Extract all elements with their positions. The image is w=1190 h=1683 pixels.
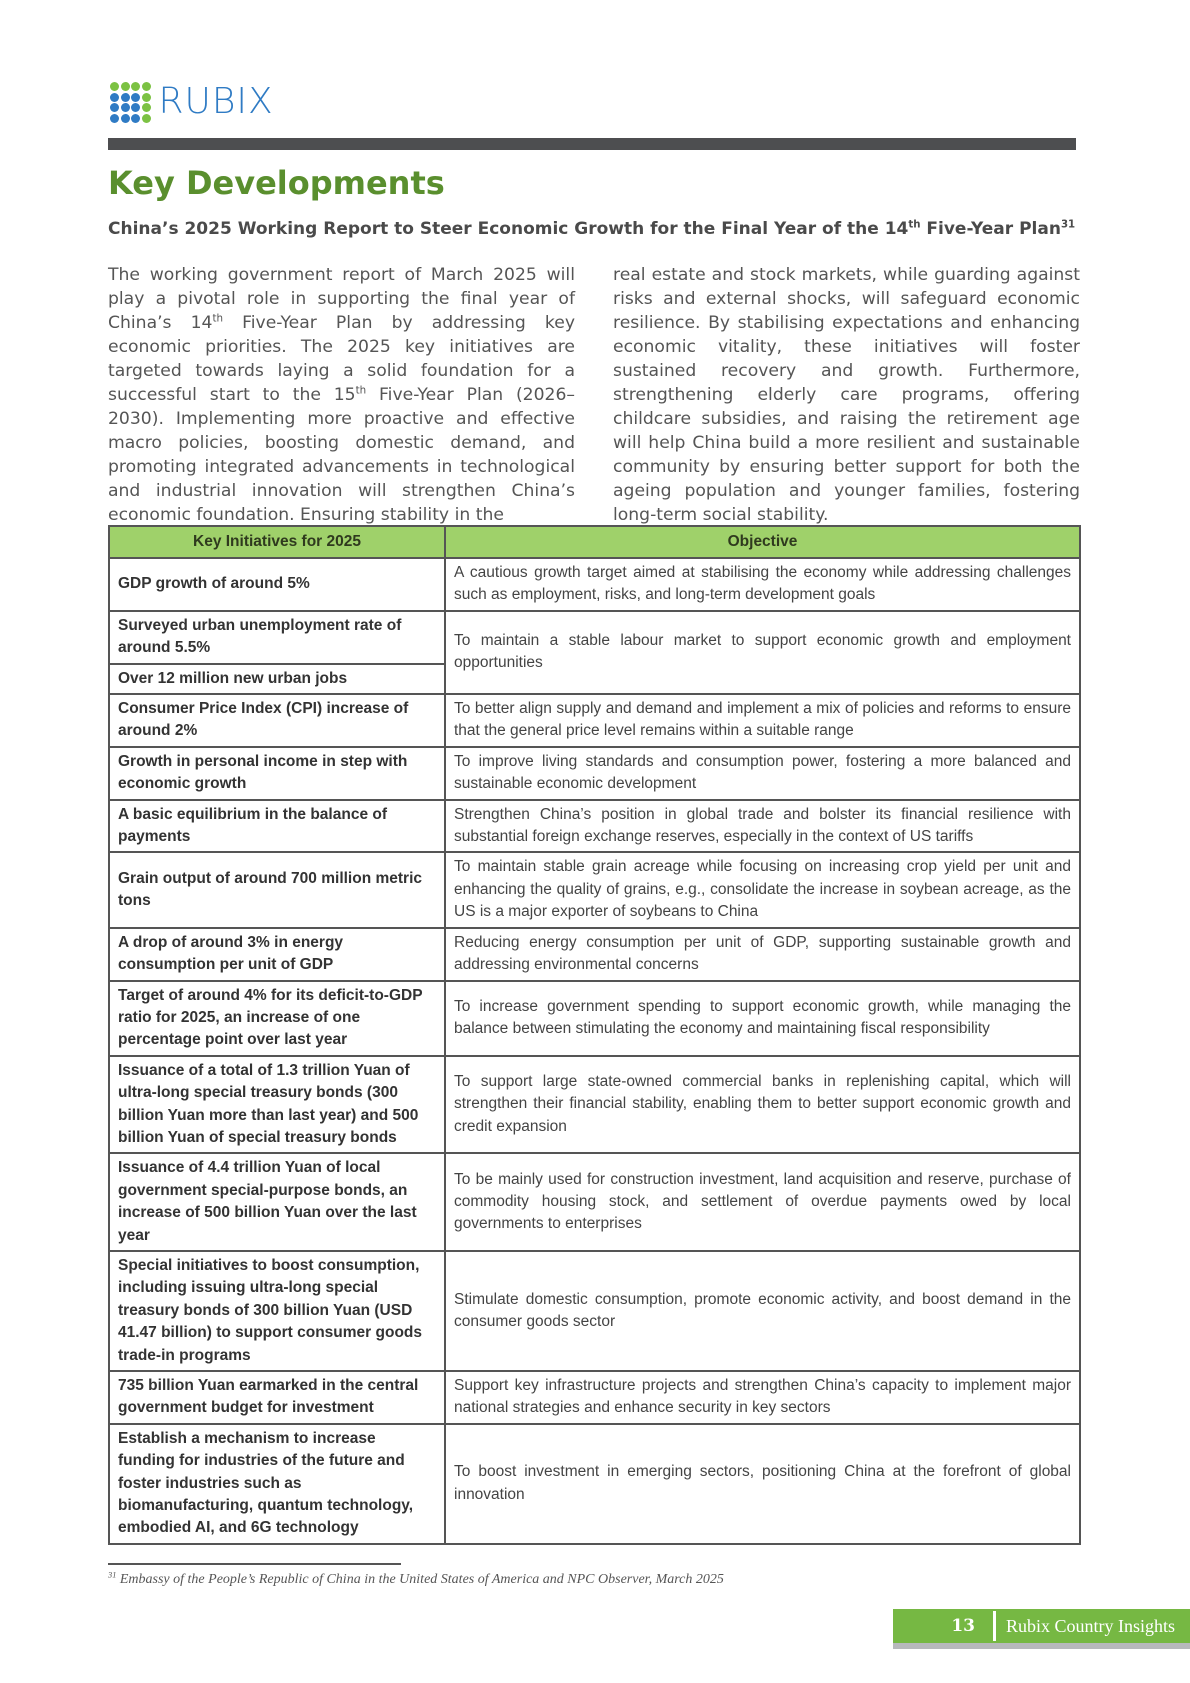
page-footer xyxy=(893,1609,1190,1649)
table-row xyxy=(109,1371,1080,1424)
footnote xyxy=(108,1572,724,1588)
table-row xyxy=(109,747,1080,800)
footnote-text: Embassy of the People’s Republic of China in the United States of America and NPC Observer, March 2025 xyxy=(116,1572,724,1587)
table-row xyxy=(109,1153,1080,1251)
section-title: Key Developments xyxy=(108,164,445,202)
table-row xyxy=(109,981,1080,1056)
table-row xyxy=(109,611,1080,664)
table-row xyxy=(109,1056,1080,1154)
key-initiatives-table xyxy=(108,525,1081,1545)
page-number: 13 xyxy=(951,1616,975,1636)
ordinal: th xyxy=(212,312,224,325)
logo-dot xyxy=(110,103,119,112)
ordinal: th xyxy=(355,384,367,397)
logo-dot xyxy=(121,114,130,123)
initiative-cell: GDP growth of around 5% xyxy=(109,558,445,611)
objective-cell: To maintain a stable labour market to support economic growth and employment opportunities xyxy=(445,611,1080,694)
header-divider xyxy=(108,138,1076,150)
intro-right-column: real estate and stock markets, while guarding against risks and external shocks, will safeguard economic resilience. By stabilising expectations and enhancing economic vitality, these initiatives will foster sustained recovery and growth. Furthermore, strengthening elderly care programs, offering childcare subsidies, and raising the retirement age will help China build a more resilient and sustainable community by ensuring better support for both the ageing population and younger families, fostering long-term social stability. xyxy=(613,265,1080,525)
initiative-cell: A basic equilibrium in the balance of payments xyxy=(109,800,445,853)
column-header-initiatives: Key Initiatives for 2025 xyxy=(109,526,445,558)
logo-dot-grid-icon xyxy=(110,82,151,123)
footnote-reference: 31 xyxy=(1060,219,1076,231)
initiative-cell: Target of around 4% for its deficit-to-GDP ratio for 2025, an increase of one percentage point over last year xyxy=(109,981,445,1056)
objective-cell: To improve living standards and consumption power, fostering a more balanced and sustainable economic development xyxy=(445,747,1080,800)
logo-dot xyxy=(121,93,130,102)
logo-dot xyxy=(121,82,130,91)
objective-cell: A cautious growth target aimed at stabilising the economy while addressing challenges such as employment, risks, and long-term development goals xyxy=(445,558,1080,611)
column-header-objective: Objective xyxy=(445,526,1080,558)
objective-cell: To better align supply and demand and implement a mix of policies and reforms to ensure that the general price level remains within a suitable range xyxy=(445,694,1080,747)
table-row xyxy=(109,800,1080,853)
initiative-cell: 735 billion Yuan earmarked in the central government budget for investment xyxy=(109,1371,445,1424)
objective-cell: Strengthen China’s position in global trade and bolster its financial resilience with substantial foreign exchange reserves, especially in the context of US tariffs xyxy=(445,800,1080,853)
objective-cell: Support key infrastructure projects and strengthen China’s capacity to implement major national strategies and enhance security in key sectors xyxy=(445,1371,1080,1424)
logo-dot xyxy=(142,114,151,123)
initiative-cell: A drop of around 3% in energy consumption per unit of GDP xyxy=(109,928,445,981)
logo-dot xyxy=(131,82,140,91)
initiative-cell: Special initiatives to boost consumption, including issuing ultra-long special treasury bonds of 300 billion Yuan (USD 41.47 billion) to support consumer goods trade-in programs xyxy=(109,1251,445,1371)
initiative-cell: Growth in personal income in step with economic growth xyxy=(109,747,445,800)
footnote-number: 31 xyxy=(108,1570,117,1580)
logo-dot xyxy=(110,93,119,102)
objective-cell: Stimulate domestic consumption, promote economic activity, and boost demand in the consumer goods sector xyxy=(445,1251,1080,1371)
logo-dot xyxy=(131,103,140,112)
brand-name: RUBIX xyxy=(158,81,274,123)
publication-name: Rubix Country Insights xyxy=(1006,1615,1176,1636)
logo-dot xyxy=(142,93,151,102)
table-row xyxy=(109,1424,1080,1544)
intro-text: Five-Year Plan by addressing key economic priorities. The 2025 key initiatives are targeted towards laying a solid foundation for a successful start to the 15 xyxy=(108,313,575,405)
logo-dot xyxy=(142,103,151,112)
logo-dot xyxy=(110,82,119,91)
logo-dot xyxy=(110,114,119,123)
table-row xyxy=(109,928,1080,981)
objective-cell: To maintain stable grain acreage while focusing on increasing crop yield per unit and enhancing the quality of grains, e.g., consolidate the increase in soybean acreage, as the US is a major exporter of soybeans to China xyxy=(445,852,1080,927)
table-header-row xyxy=(109,526,1080,558)
logo-dot xyxy=(142,82,151,91)
rubix-logo xyxy=(110,82,274,123)
table-row xyxy=(109,558,1080,611)
logo-dot xyxy=(131,93,140,102)
objective-cell: To be mainly used for construction investment, land acquisition and reserve, purchase of commodity housing stock, and settlement of overdue payments owed by local governments to enterprises xyxy=(445,1153,1080,1251)
intro-text: Five-Year Plan (2026–2030). Implementing more proactive and effective macro policies, boosting domestic demand, and promoting integrated advancements in technological and industrial innovation will strengthen China’s economic foundation. Ensuring stability in the xyxy=(108,385,576,525)
objective-cell: Reducing energy consumption per unit of GDP, supporting sustainable growth and addressing environmental concerns xyxy=(445,928,1080,981)
footer-separator xyxy=(993,1611,996,1641)
logo-dot xyxy=(131,114,140,123)
table-row xyxy=(109,852,1080,927)
logo-dot xyxy=(121,103,130,112)
initiative-cell: Issuance of 4.4 trillion Yuan of local government special-purpose bonds, an increase of 500 billion Yuan over the last year xyxy=(109,1153,445,1251)
subtitle-text-end: Five-Year Plan xyxy=(920,219,1061,239)
initiative-cell: Surveyed urban unemployment rate of around 5.5% xyxy=(109,611,445,664)
subtitle-text: China’s 2025 Working Report to Steer Economic Growth for the Final Year of the 14 xyxy=(108,219,909,239)
objective-cell: To increase government spending to support economic growth, while managing the balance between stimulating the economy and maintaining fiscal responsibility xyxy=(445,981,1080,1056)
initiative-cell: Grain output of around 700 million metric tons xyxy=(109,852,445,927)
intro-left-column xyxy=(108,263,575,527)
table-row xyxy=(109,694,1080,747)
intro-columns xyxy=(108,263,1080,527)
initiative-cell: Over 12 million new urban jobs xyxy=(109,664,445,694)
intro-text: The working government report of March 2025 will play a pivotal role in supporting the final year of China’s 14 xyxy=(108,265,575,333)
subtitle-ordinal: th xyxy=(908,219,921,231)
objective-cell: To boost investment in emerging sectors, positioning China at the forefront of global innovation xyxy=(445,1424,1080,1544)
initiative-cell: Consumer Price Index (CPI) increase of around 2% xyxy=(109,694,445,747)
footnote-divider xyxy=(108,1563,401,1565)
table-row xyxy=(109,1251,1080,1371)
initiative-cell: Establish a mechanism to increase funding for industries of the future and foster industries such as biomanufacturing, quantum technology, embodied AI, and 6G technology xyxy=(109,1424,445,1544)
initiative-cell: Issuance of a total of 1.3 trillion Yuan of ultra-long special treasury bonds (300 billion Yuan more than last year) and 500 billion Yuan of special treasury bonds xyxy=(109,1056,445,1154)
objective-cell: To support large state-owned commercial banks in replenishing capital, which will strengthen their financial stability, enabling them to better support economic growth and credit expansion xyxy=(445,1056,1080,1154)
article-subtitle xyxy=(108,219,1075,239)
